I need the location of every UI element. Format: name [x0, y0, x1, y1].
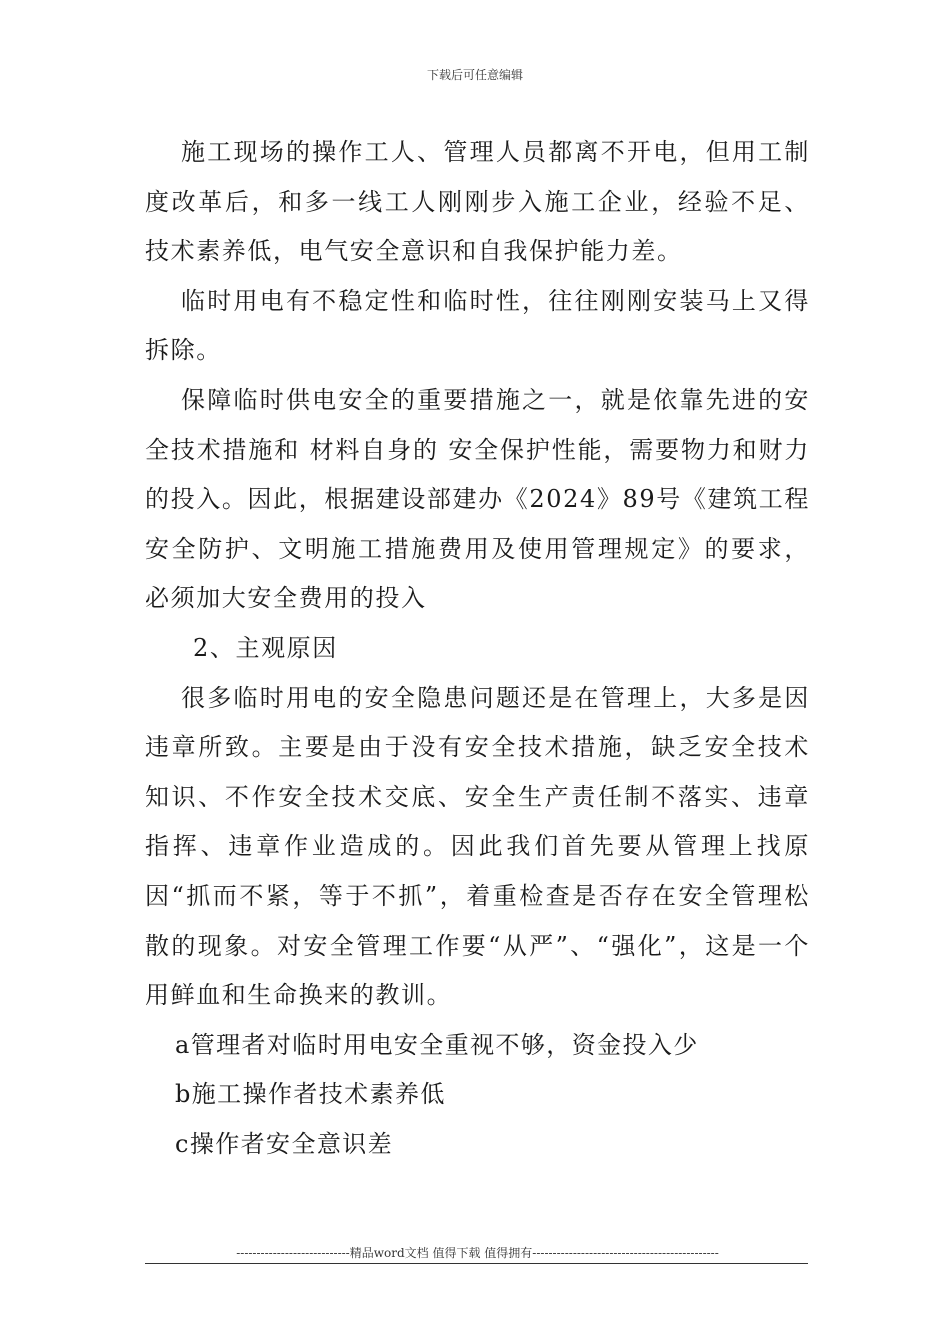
footer-divider — [145, 1263, 808, 1264]
list-item: c操作者安全意识差 — [175, 1129, 394, 1158]
document-body — [145, 128, 810, 1169]
paragraph-safety-measures: 保障临时供电安全的重要措施之一，就是依靠先进的安全技术措施和 材料自身的 安全保护性能，需要物力和财力的投入。因此，根据建设部建办《2024》89号《建筑工程安全防护、文明施工措施费用及使用管理规定》的要求，必须加大安全费用的投入 — [145, 385, 810, 613]
page-footer-note: ----------------------------精品word文档 值得下载 值得拥有---------------------------------------------- — [236, 1246, 719, 1260]
list-item: a管理者对临时用电安全重视不够，资金投入少 — [175, 1030, 699, 1059]
paragraph-workers: 施工现场的操作工人、管理人员都离不开电，但用工制度改革后，和多一线工人刚刚步入施工企业，经验不足、技术素养低，电气安全意识和自我保护能力差。 — [145, 138, 810, 266]
paragraph-temporary-power: 临时用电有不稳定性和临时性，往往刚刚安装马上又得拆除。 — [145, 286, 810, 365]
paragraph-management: 很多临时用电的安全隐患问题还是在管理上，大多是因违章所致。主要是由于没有安全技术措施，缺乏安全技术知识、不作安全技术交底、安全生产责任制不落实、违章指挥、违章作业造成的。因此我们首先要从管理上找原因“抓而不紧，等于不抓”，着重检查是否存在安全管理松散的现象。对安全管理工作要“从严”、“强化”，这是一个用鲜血和生命换来的教训。 — [145, 683, 810, 1010]
section-heading: 2、主观原因 — [193, 633, 338, 662]
list-item: b施工操作者技术素养低 — [175, 1080, 446, 1109]
page-header-note: 下载后可任意编辑 — [426, 68, 523, 82]
